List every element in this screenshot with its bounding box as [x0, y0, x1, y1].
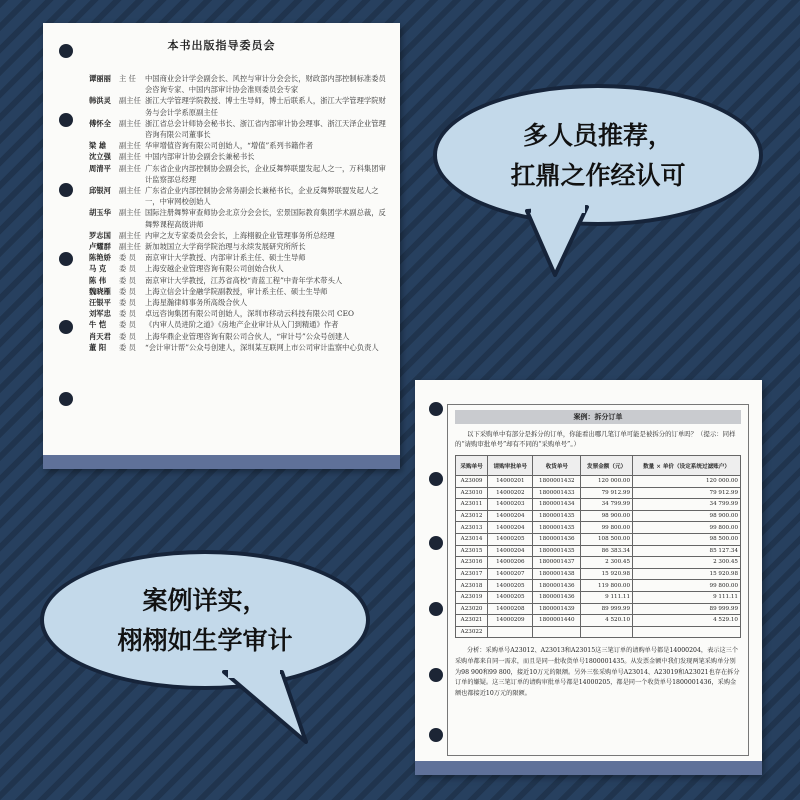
table-cell: A23022	[456, 626, 488, 638]
committee-page	[43, 23, 400, 469]
page-edge-strip	[415, 761, 762, 775]
table-cell: 98 900.00	[633, 510, 741, 522]
table-cell: 1800001435	[533, 522, 581, 534]
committee-member	[89, 185, 389, 207]
table-cell	[488, 626, 533, 638]
committee-member	[89, 241, 389, 252]
table-cell: 79 912.99	[633, 487, 741, 499]
table-row	[456, 533, 741, 545]
member-name: 沈立强	[89, 152, 111, 162]
table-cell: 15 920.98	[633, 568, 741, 580]
table-cell: 120 000.00	[581, 476, 633, 488]
table-cell	[581, 626, 633, 638]
member-title: 华审增值咨询有限公司创始人，“增值”系列书籍作者	[145, 141, 313, 151]
member-role: 委 员	[119, 331, 136, 341]
committee-member	[89, 342, 389, 353]
table-cell: A23017	[456, 568, 488, 580]
table-cell: 14000204	[488, 510, 533, 522]
member-role: 委 员	[119, 298, 136, 308]
committee-member	[89, 319, 389, 330]
member-role: 委 员	[119, 320, 136, 330]
table-cell: A23013	[456, 522, 488, 534]
member-name: 肖天君	[89, 331, 111, 341]
page-edge-strip	[43, 455, 400, 469]
table-cell: 108 500.00	[581, 533, 633, 545]
member-role: 委 员	[119, 253, 136, 263]
table-cell: 14000209	[488, 615, 533, 627]
table-cell: 99 800.00	[633, 580, 741, 592]
case-question: 以下采购单中有部分是拆分的订单，你能看出哪几笔订单可能是被拆分的订单吗？（提示：同样的“请购审批单号”却有不同的“采购单号”。）	[455, 430, 736, 448]
member-role: 副主任	[119, 208, 141, 218]
table-cell: 89 999.99	[633, 603, 741, 615]
case-analysis: 分析：采购单号A23012、A23013和A23015这三笔订单的请购单号都是14000204，表示这三个采购单都来自同一需求，而且是同一批收货单号1800001435。从发票金额中我们发现两笔采购单分别为98 900和99 800，接近10万元的限额。另外三张采购单号A23014、A23019和A23021也存在拆分订单的嫌疑。这三笔订单的请购审批单号都是14000205，都是同一个收货单号1800001436，采购金额也都接近10万元的限额。	[455, 647, 740, 697]
member-name: 罗志国	[89, 230, 111, 240]
table-cell: 85 127.34	[633, 545, 741, 557]
table-cell: 14000205	[488, 533, 533, 545]
member-name: 牛 恺	[89, 320, 107, 330]
column-header: 请购审批单号	[488, 456, 533, 476]
member-name: 韩洪灵	[89, 96, 111, 106]
binder-hole	[429, 668, 443, 682]
table-cell: 14000202	[488, 487, 533, 499]
committee-title: 本书出版指导委员会	[167, 39, 276, 52]
table-cell: 4 529.10	[633, 615, 741, 627]
case-frame	[447, 404, 749, 756]
speech-bubble-tail-icon	[220, 670, 330, 750]
table-cell: 14000204	[488, 522, 533, 534]
member-title: “会计审计帮”公众号创建人，深圳某互联网上市公司审计监察中心负责人	[145, 342, 379, 352]
member-title: 中国商业会计学会副会长、风控与审计分会会长，财政部内部控制标准委员会咨询专家、中国内部审计协会准则委员会专家	[145, 74, 386, 95]
table-row	[456, 557, 741, 569]
table-cell: 15 920.98	[581, 568, 633, 580]
member-role: 副主任	[119, 186, 141, 196]
member-name: 周清平	[89, 163, 111, 173]
table-cell: A23018	[456, 580, 488, 592]
table-header-row	[456, 456, 741, 476]
table-cell: 14000203	[488, 499, 533, 511]
table-cell: 34 799.99	[633, 499, 741, 511]
member-name: 梁 雄	[89, 141, 107, 151]
member-role: 副主任	[119, 163, 141, 173]
table-row	[456, 580, 741, 592]
column-header: 数量 × 单价（设定系统过滤账户）	[633, 456, 741, 476]
table-cell: A23019	[456, 591, 488, 603]
case-header: 案例：拆分订单	[455, 410, 741, 424]
binder-hole	[429, 402, 443, 416]
binder-hole	[429, 472, 443, 486]
committee-member	[89, 73, 389, 95]
table-cell: A23021	[456, 615, 488, 627]
table-cell: A23016	[456, 557, 488, 569]
speech-bubble-cases	[40, 550, 370, 690]
table-cell: 2 300.45	[581, 557, 633, 569]
member-role: 副主任	[119, 96, 141, 106]
member-title: 卓远咨询集团有限公司创始人，深圳市移动云科技有限公司 CEO	[145, 309, 354, 319]
member-name: 谭丽丽	[89, 74, 111, 83]
orders-table	[455, 455, 741, 638]
table-cell: 1800001436	[533, 580, 581, 592]
binder-hole	[59, 113, 73, 127]
table-cell: A23009	[456, 476, 488, 488]
table-cell: 1800001435	[533, 545, 581, 557]
member-role: 副主任	[119, 230, 141, 240]
member-title: 浙江大学管理学院教授、博士生导师，博士后联系人，浙江大学管理学院财务与会计学系原副主任	[145, 96, 386, 117]
member-role: 副主任	[119, 118, 141, 128]
member-role: 副主任	[119, 141, 141, 151]
table-row	[456, 476, 741, 488]
table-cell: 14000201	[488, 476, 533, 488]
member-title: 上海华鼎企业管理咨询有限公司合伙人，“审计号”公众号创建人	[145, 331, 350, 341]
table-cell: A23010	[456, 487, 488, 499]
member-title: 国际注册舞弊审查师协会北京分会会长，宏景国际教育集团学术副总裁，反舞弊课程高级讲师	[145, 208, 386, 229]
member-title: 浙江省总会计师协会秘书长、浙江省内部审计协会理事、浙江天泽企业管理咨询有限公司董事长	[145, 118, 386, 140]
table-cell: 119 800.00	[581, 580, 633, 592]
committee-member	[89, 297, 389, 308]
table-cell: 1800001435	[533, 510, 581, 522]
member-title: 中国内部审计协会副会长兼秘书长	[145, 152, 255, 162]
member-name: 陈艳娇	[89, 253, 111, 263]
binder-hole	[59, 183, 73, 197]
binder-hole	[429, 536, 443, 550]
committee-member	[89, 151, 389, 162]
table-cell: 1800001438	[533, 568, 581, 580]
table-cell: 1800001440	[533, 615, 581, 627]
table-cell: 79 912.99	[581, 487, 633, 499]
table-cell: 1800001436	[533, 533, 581, 545]
binder-hole	[429, 602, 443, 616]
table-cell: 14000205	[488, 580, 533, 592]
column-header: 发票金额（元）	[581, 456, 633, 476]
table-row	[456, 487, 741, 499]
committee-member	[89, 286, 389, 297]
table-cell: A23014	[456, 533, 488, 545]
committee-member	[89, 308, 389, 319]
table-cell: 98 900.00	[581, 510, 633, 522]
table-cell: 14000205	[488, 591, 533, 603]
table-cell: A23011	[456, 499, 488, 511]
table-row	[456, 603, 741, 615]
speech-bubble-tail-icon	[525, 205, 615, 285]
table-cell: 1800001437	[533, 557, 581, 569]
table-cell: A23015	[456, 545, 488, 557]
member-name: 汪银平	[89, 298, 111, 308]
committee-member	[89, 263, 389, 274]
member-role: 委 员	[119, 309, 136, 319]
table-cell: 1800001432	[533, 476, 581, 488]
table-row	[456, 545, 741, 557]
table-row	[456, 510, 741, 522]
table-cell: 9 111.11	[581, 591, 633, 603]
column-header: 收货单号	[533, 456, 581, 476]
table-row	[456, 615, 741, 627]
column-header: 采购单号	[456, 456, 488, 476]
member-role: 委 员	[119, 342, 136, 352]
bubble-line: 扛鼎之作经认可	[510, 161, 686, 190]
table-cell: 2 300.45	[633, 557, 741, 569]
binder-hole	[59, 252, 73, 266]
table-cell: 120 000.00	[633, 476, 741, 488]
member-name: 胡玉华	[89, 208, 111, 218]
table-cell: 14000204	[488, 545, 533, 557]
table-cell: 1800001433	[533, 487, 581, 499]
member-name: 董 阳	[89, 342, 107, 352]
member-name: 陈 伟	[89, 275, 107, 285]
member-title: 上海星瀚律师事务所高级合伙人	[145, 298, 248, 308]
committee-member	[89, 163, 389, 185]
case-page	[415, 380, 762, 775]
table-cell	[533, 626, 581, 638]
table-cell: 14000208	[488, 603, 533, 615]
committee-member	[89, 207, 389, 229]
member-role: 委 员	[119, 275, 136, 285]
table-row	[456, 522, 741, 534]
bubble-line: 多人员推荐，	[522, 121, 673, 150]
committee-member	[89, 275, 389, 286]
table-cell: A23012	[456, 510, 488, 522]
table-cell	[633, 626, 741, 638]
member-title: 广东省企业内部控制协会副会长，企业反舞弊联盟发起人之一，万科集团审计监察部总经理	[145, 163, 386, 184]
table-cell: 98 500.00	[633, 533, 741, 545]
table-row	[456, 591, 741, 603]
binder-hole	[429, 728, 443, 742]
member-role: 委 员	[119, 286, 136, 296]
committee-member	[89, 95, 389, 117]
table-row	[456, 626, 741, 638]
member-name: 卢耀群	[89, 242, 111, 252]
table-cell: 4 520.10	[581, 615, 633, 627]
committee-member	[89, 331, 389, 342]
table-row	[456, 568, 741, 580]
table-cell: 89 999.99	[581, 603, 633, 615]
member-name: 魏晓雁	[89, 286, 111, 296]
member-title: 内审之友专家委员会会长，上海栩毅企业管理事务所总经理	[145, 230, 335, 240]
member-title: 新加坡国立大学商学院治理与永续发展研究所所长	[145, 242, 306, 252]
member-name: 傅怀全	[89, 118, 111, 128]
member-role: 副主任	[119, 152, 141, 162]
table-cell: 14000206	[488, 557, 533, 569]
member-role: 主 任	[119, 74, 136, 83]
bubble-line: 案例详实，	[142, 586, 268, 615]
member-title: 南京审计大学教授，江苏省高校“青蓝工程”中青年学术带头人	[145, 275, 343, 285]
binder-hole	[59, 392, 73, 406]
table-cell: 9 111.11	[633, 591, 741, 603]
table-cell: 1800001436	[533, 591, 581, 603]
bubble-line: 栩栩如生学审计	[117, 626, 293, 655]
table-cell: 1800001439	[533, 603, 581, 615]
committee-member-list	[89, 73, 389, 353]
committee-member	[89, 252, 389, 263]
table-cell: 86 383.34	[581, 545, 633, 557]
table-cell: 99 800.00	[633, 522, 741, 534]
member-role: 委 员	[119, 264, 136, 274]
table-cell: 1800001434	[533, 499, 581, 511]
member-name: 邱银河	[89, 186, 111, 196]
member-title: 上海安越企业管理咨询有限公司创始合伙人	[145, 264, 284, 274]
committee-member	[89, 118, 389, 140]
table-cell: 99 800.00	[581, 522, 633, 534]
committee-member	[89, 230, 389, 241]
binder-hole	[59, 320, 73, 334]
table-row	[456, 499, 741, 511]
committee-member	[89, 140, 389, 151]
table-cell: 14000207	[488, 568, 533, 580]
member-title: 上海立信会计金融学院副教授，审计系主任、硕士生导师	[145, 286, 328, 296]
member-role: 副主任	[119, 242, 141, 252]
table-cell: A23020	[456, 603, 488, 615]
member-title: 《内审人员进阶之道》《房地产企业审计从入门到精通》作者	[145, 320, 339, 330]
member-title: 广东省企业内部控制协会常务副会长兼秘书长，企业反舞弊联盟发起人之一，中审网校创始人	[145, 186, 379, 207]
member-name: 马 克	[89, 264, 107, 274]
table-cell: 34 799.99	[581, 499, 633, 511]
member-name: 刘军忠	[89, 309, 111, 319]
member-title: 南京审计大学教授、内部审计系主任、硕士生导师	[145, 253, 306, 263]
